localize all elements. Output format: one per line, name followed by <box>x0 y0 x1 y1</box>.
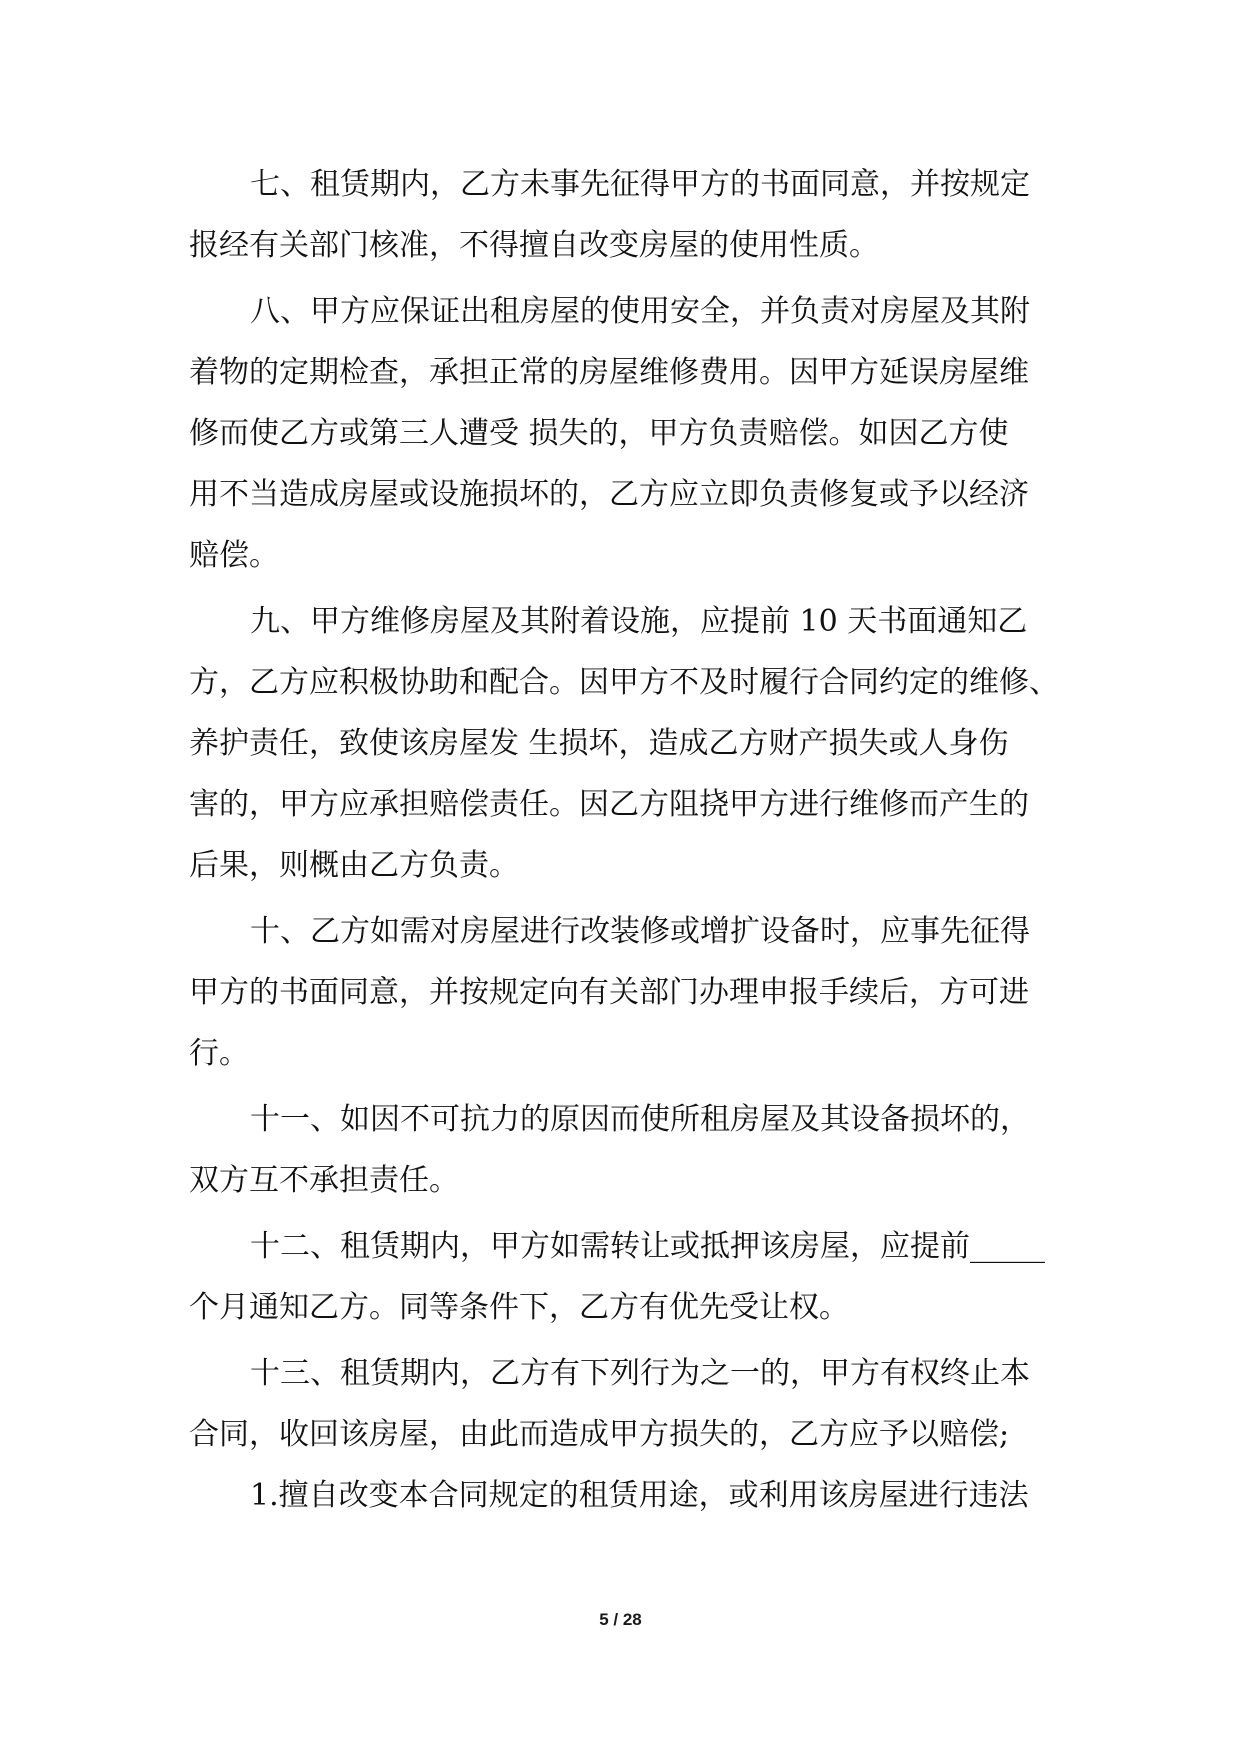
text-line: 个月通知乙方。同等条件下，乙方有优先受让权。 <box>189 1290 849 1325</box>
text-line: 双方互不承担责任。 <box>189 1163 459 1198</box>
text-line: 十一、如因不可抗力的原因而使所租房屋及其设备损坏的， <box>250 1102 1030 1137</box>
text-line: 修而使乙方或第三人遭受 损失的，甲方负责赔偿。如因乙方使 <box>189 416 1009 451</box>
text-line: 1.擅自改变本合同规定的租赁用途，或利用该房屋进行违法 <box>250 1478 1029 1513</box>
text-line: 报经有关部门核准，不得擅自改变房屋的使用性质。 <box>189 228 879 263</box>
text-line: 九、甲方维修房屋及其附着设施，应提前 10 天书面通知乙 <box>250 604 1028 639</box>
text-line: 十三、租赁期内，乙方有下列行为之一的，甲方有权终止本 <box>250 1356 1030 1391</box>
document-body <box>189 154 1059 1526</box>
text-line: 方，乙方应积极协助和配合。因甲方不及时履行合同约定的维修、 <box>189 665 1059 700</box>
text-line: 十二、租赁期内，甲方如需转让或抵押该房屋，应提前_____ <box>250 1229 1045 1264</box>
text-line: 甲方的书面同意，并按规定向有关部门办理申报手续后，方可进 <box>189 975 1029 1010</box>
text-line: 赔偿。 <box>189 538 279 573</box>
text-line: 合同，收回该房屋，由此而造成甲方损失的，乙方应予以赔偿; <box>189 1417 1010 1452</box>
text-line: 后果，则概由乙方负责。 <box>189 848 519 883</box>
text-line: 行。 <box>189 1036 249 1071</box>
page-number: 5 / 28 <box>599 1610 642 1629</box>
text-line: 八、甲方应保证出租房屋的使用安全，并负责对房屋及其附 <box>250 294 1030 329</box>
text-line: 害的，甲方应承担赔偿责任。因乙方阻挠甲方进行维修而产生的 <box>189 787 1029 822</box>
text-line: 十、乙方如需对房屋进行改装修或增扩设备时，应事先征得 <box>250 914 1030 949</box>
text-line: 七、租赁期内，乙方未事先征得甲方的书面同意，并按规定 <box>250 167 1030 202</box>
text-line: 着物的定期检查，承担正常的房屋维修费用。因甲方延误房屋维 <box>189 355 1029 390</box>
text-line: 用不当造成房屋或设施损坏的，乙方应立即负责修复或予以经济 <box>189 477 1029 512</box>
text-line: 养护责任，致使该房屋发 生损坏，造成乙方财产损失或人身伤 <box>189 726 1009 761</box>
